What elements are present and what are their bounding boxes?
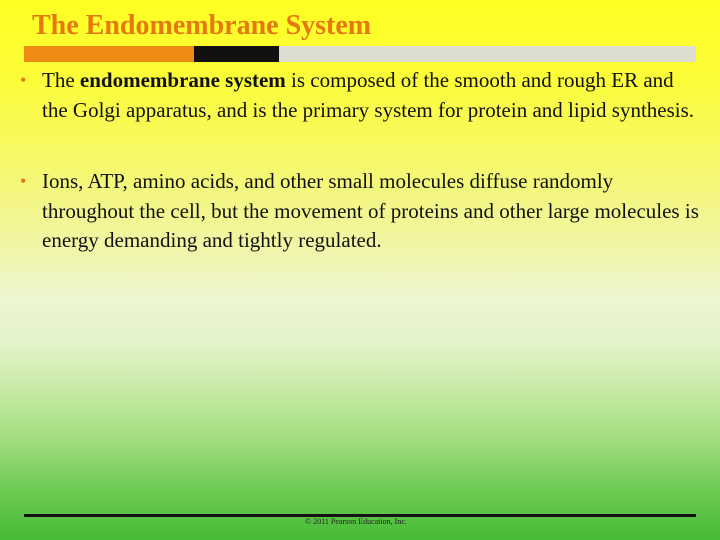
bullet-item-diffusion — [20, 167, 700, 256]
copyright-footer — [0, 517, 720, 526]
title-underline-grey — [279, 46, 696, 62]
title-underline-black — [194, 46, 279, 62]
bullet-list — [20, 66, 700, 256]
bullet-text-bold: endomembrane system — [79, 68, 286, 92]
slide-title: The Endomembrane System — [32, 10, 372, 41]
bullet-text: Ions, ATP, amino acids, and other small molecules diffuse randomly throughout the cell, but the movement of proteins and other large molecules is energy demanding and tightly regulated. — [42, 169, 699, 252]
bullet-text-pre: The — [42, 68, 80, 92]
bullet-marker: • — [20, 70, 27, 90]
bullet-marker: • — [20, 171, 27, 191]
title-underline-orange — [24, 46, 194, 62]
bullet-text-post: is composed of the smooth and rough ER and the Golgi apparatus, and is the primary system for protein and lipid synthesis. — [42, 68, 695, 122]
bullet-item-endomembrane — [20, 66, 700, 125]
copyright-text: © 2011 Pearson Education, Inc. — [305, 517, 407, 526]
